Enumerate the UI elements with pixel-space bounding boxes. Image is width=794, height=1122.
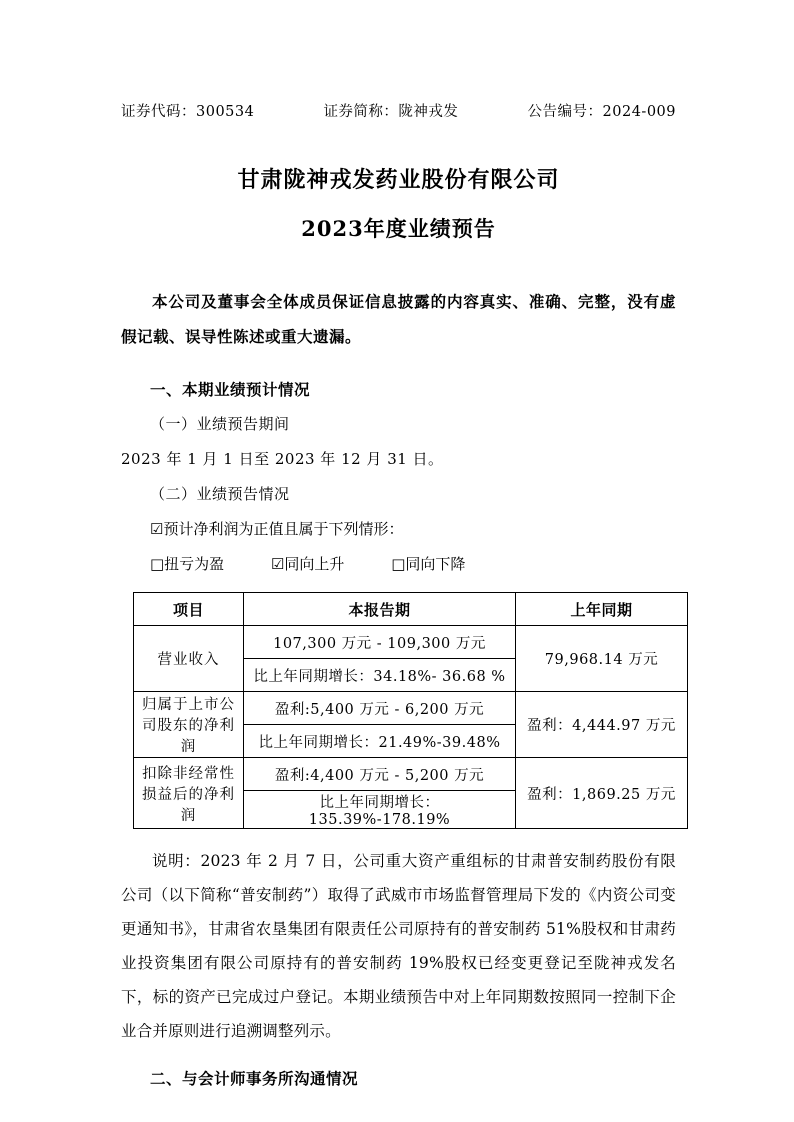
row-item-revenue: 营业收入 [134, 626, 244, 692]
stock-abbr: 证券简称：陇神戎发 [323, 104, 459, 120]
page-subtitle: 2023年度业绩预告 [301, 216, 496, 241]
net-profit-growth-rate: 比上年同期增长：21.49%-39.48% [244, 725, 516, 758]
col-header-prior-period: 上年同期 [516, 593, 688, 626]
col-header-item: 项目 [134, 593, 244, 626]
stock-code: 证券代码：300534 [121, 104, 255, 120]
checkbox-line-options [121, 547, 676, 582]
revenue-current-range: 107,300 万元 - 109,300 万元 [244, 626, 516, 659]
deducted-net-profit-growth-rate: 比上年同期增长：135.39%-178.19% [244, 791, 516, 829]
net-profit-prior-value: 盈利：4,444.97 万元 [516, 692, 688, 758]
checkbox-same-direction-down: □同向下降 [391, 555, 466, 573]
section1-heading: 一、本期业绩预计情况 [150, 380, 311, 399]
notice-number: 公告编号：2024-009 [527, 104, 676, 120]
deducted-net-profit-prior-value: 盈利：1,869.25 万元 [516, 758, 688, 829]
section1-sub1: （一）业绩预告期间 [150, 415, 290, 433]
revenue-growth-rate: 比上年同期增长：34.18%- 36.68 % [244, 659, 516, 692]
revenue-prior-value: 79,968.14 万元 [516, 626, 688, 692]
checkbox-positive-profit: ☑预计净利润为正值且属于下列情形： [150, 520, 404, 538]
checkbox-same-direction-up: ☑同向上升 [270, 555, 345, 573]
table-row [134, 692, 688, 725]
forecast-period: 2023 年 1 月 1 日至 2023 年 12 月 31 日。 [121, 450, 444, 468]
table-row [134, 626, 688, 659]
page-title: 甘肃陇神戎发药业股份有限公司 [237, 167, 560, 193]
doc-header [121, 100, 676, 121]
section2-heading: 二、与会计师事务所沟通情况 [150, 1069, 359, 1088]
net-profit-current-range: 盈利:5,400 万元 - 6,200 万元 [244, 692, 516, 725]
table-row [134, 758, 688, 791]
row-item-deducted-net-profit: 扣除非经常性损益后的净利润 [134, 758, 244, 829]
deducted-net-profit-current-range: 盈利:4,400 万元 - 5,200 万元 [244, 758, 516, 791]
checkbox-turn-to-profit: □扭亏为盈 [150, 555, 225, 573]
note-paragraph: 说明：2023 年 2 月 7 日，公司重大资产重组标的甘肃普安制药股份有限公司（以下简称“普安制药”）取得了武威市市场监督管理局下发的《内资公司变更通知书》，甘肃省农垦集团有限责任公司原持有的普安制药 51%股权和甘肃药业投资集团有限公司原持有的普安制药 19%股权已经变更登记至陇神戎发名下，标的资产已完成过户登记。本期业绩预告中对上年同期数按照同一控制下企业合并原则进行追溯调整列示。 [121, 852, 676, 1040]
table-header-row [134, 593, 688, 626]
performance-forecast-table [133, 592, 688, 829]
disclaimer-text: 本公司及董事会全体成员保证信息披露的内容真实、准确、完整，没有虚假记载、误导性陈述或重大遗漏。 [121, 292, 676, 346]
checkbox-line-positive [121, 512, 676, 547]
col-header-current-period: 本报告期 [244, 593, 516, 626]
section1-sub2: （二）业绩预告情况 [150, 485, 290, 503]
row-item-net-profit: 归属于上市公司股东的净利润 [134, 692, 244, 758]
